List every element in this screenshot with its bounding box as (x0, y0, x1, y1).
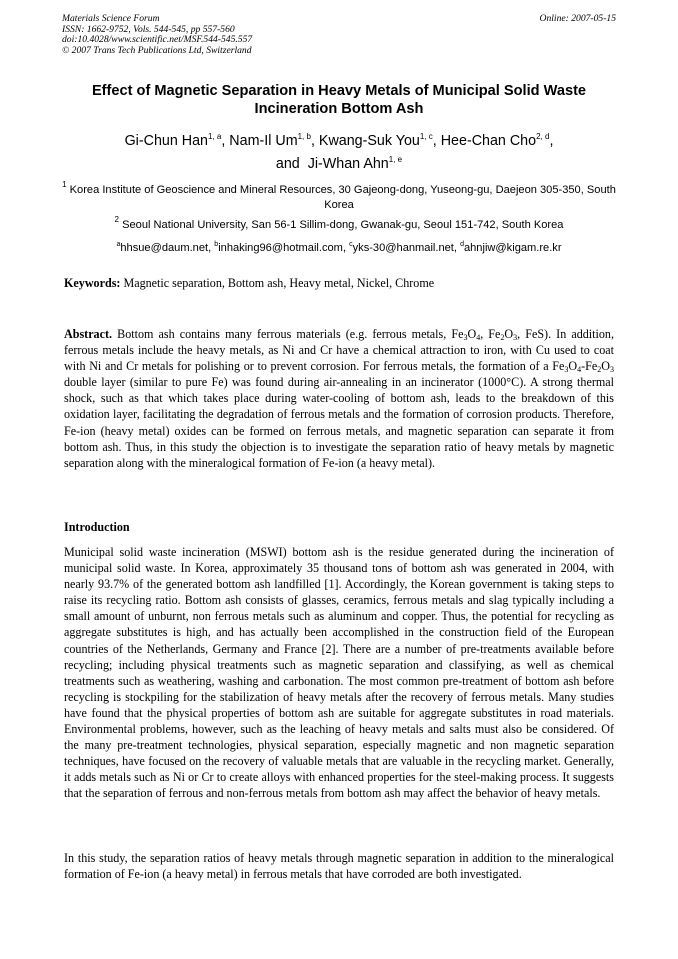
introduction-heading: Introduction (64, 520, 130, 534)
keywords-label: Keywords: (64, 276, 121, 290)
email-address[interactable]: yks-30@hanmail.net, (352, 242, 457, 254)
email-address[interactable]: inhaking96@hotmail.com, (218, 242, 346, 254)
online-date: Online: 2007-05-15 (539, 13, 616, 24)
formula-part: O (467, 327, 477, 341)
formula-subscript: 2 (597, 365, 602, 375)
abstract-label: Abstract. (64, 327, 113, 341)
formula-subscript: 4 (476, 333, 481, 342)
introduction-paragraph-2: In this study, the separation ratios of heavy metals through magnetic separation in addition to the mineralogical formation of Fe-ion (a heavy metal) in ferrous metals that have corroded are both investigated. (64, 851, 614, 882)
formula-subscript: 3 (513, 333, 518, 342)
abstract-text: double layer (similar to pure Fe) was found during air-annealing in an incinerator (1000°C). A strong thermal shock, such as that which takes place during water-cooling of bottom ash, leads to the breakdown of this oxidation layer, facilitating the degradation of ferrous metals and the formation of corrosion products. Therefore, Fe-ion (heavy metal) oxides can be formed on ferrous metals, and magnetic separation can separate it from bottom ash. Thus, in this study the objection is to investigate the separation ratio of heavy metals by magnetic separation along with the mineralogical formation of Fe-ion (a heavy metal). (64, 375, 614, 470)
author-line-2 (40, 153, 638, 176)
email-mark: c (349, 241, 353, 248)
affiliation-text: Korea Institute of Geoscience and Mineral Resources, 30 Gajeong-dong, Yuseong-gu, Daejeon 305-350, South Korea (69, 184, 616, 211)
author-line-1: Gi-Chun Han$^{1, a}$, Nam-Il Um$^{1, b}$, Kwang-Suk You$^{1, c}$, Hee-Chan Cho$^{2, d}$, (124, 132, 554, 149)
formula-subscript: 3 (610, 365, 614, 375)
email-mark: b (214, 241, 219, 248)
formula-part: O (601, 359, 610, 374)
author-name: Gi-Chun Han (124, 133, 208, 149)
affiliation-2 (62, 215, 616, 233)
author-name: Nam-Il Um (229, 133, 298, 149)
introduction-paragraph-1: Municipal solid waste incineration (MSWI) bottom ash is the residue generated during the incineration of municipal solid waste. In Korea, approximately 35 thousand tons of bottom ash was generated in 2004, with nearly 93.7% of the generated bottom ash landfilled [1]. Accordingly, the Korean government is taking steps to raise its recycling ratio. Bottom ash consists of glasses, ceramics, ferrous metals and slag typically including a small amount of unburnt, non ferrous metals such as aluminum and copper. Thus, the potential for recycling as aggregate substitutes is high, and has actually been accomplished in the construction field of the European countries of the Netherlands, Germany and France [2]. There are a number of pre-treatments available before recycling; including physical treatments such as magnetic separation and classifying, as well as chemical treatments such as weathering, washing and carbonation. The most common pre-treatment of bottom ash before recycling is stockpiling for the stabilization of heavy metals after the recovery of ferrous metals. Many studies have found that the physical properties of bottom ash are suitable for aggregate substitutes in road materials. Environmental problems, however, such as the leaching of heavy metals and salts must also be considered. Of the many pre-treatment technologies, physical separation, especially magnetic and non magnetic separation techniques, have focused on the recovery of valuable metals that are valuable in the recycling market. Generally, it adds metals such as Ni or Cr to create alloys with enhanced properties for the steel-making process. It suggests that the separation of ferrous and non-ferrous metals from bottom ash may affect the behavior of heavy metals. (64, 545, 614, 801)
page-header (62, 14, 616, 56)
author-name: Ji-Whan Ahn (307, 156, 389, 172)
email-address[interactable]: hhsue@daum.net, (120, 242, 212, 254)
abstract-text: , Fe (480, 327, 501, 341)
paper-title: Effect of Magnetic Separation in Heavy Metals of Municipal Solid Waste Incineration Bottom Ash (91, 83, 587, 117)
abstract-paragraph (64, 326, 614, 471)
keywords-text: Magnetic separation, Bottom ash, Heavy metal, Nickel, Chrome (123, 276, 435, 290)
author-list (40, 130, 638, 176)
author-conjunction: and (275, 156, 300, 172)
keywords-line (64, 276, 614, 291)
formula-subscript: 3 (564, 365, 569, 375)
formula-part: -Fe (581, 359, 598, 374)
formula-subscript: 2 (500, 333, 505, 342)
affiliation-mark: 1 (62, 180, 67, 189)
email-address[interactable]: ahnjiw@kigam.re.kr (463, 242, 562, 254)
affiliation-1 (62, 180, 616, 212)
formula-part: O (568, 359, 578, 374)
email-mark: a (116, 241, 121, 248)
affiliation-text: Seoul National University, San 56-1 Sillim-dong, Gwanak-gu, Seoul 151-742, South Korea (122, 219, 564, 231)
affiliation-mark: 2 (114, 215, 119, 224)
copyright-line: © 2007 Trans Tech Publications Ltd, Switzerland (62, 44, 252, 56)
email-list (62, 241, 616, 256)
formula-subscript: 3 (463, 333, 468, 342)
abstract-text: Bottom ash contains many ferrous materials (e.g. ferrous metals, Fe (117, 327, 464, 341)
author-affil-mark: 1, a (208, 132, 222, 141)
issn-line: ISSN: 1662-9752, Vols. 544-545, pp 557-560 (62, 23, 235, 35)
email-mark: d (460, 241, 464, 248)
author-name: Hee-Chan Cho (440, 133, 537, 149)
journal-name: Materials Science Forum (62, 13, 160, 24)
author-affil-mark: 2, d (536, 132, 550, 141)
formula-subscript: 4 (577, 365, 582, 375)
abstract-text: , FeS). In addition, ferrous metals include the heavy metals, as Ni and Cr have a chemical attraction to iron, with Cu used to coat with Ni and Cr metals for polishing or to prevent corrosion. For ferrous metals, the formation of a Fe (64, 327, 614, 374)
formula-part: O (504, 327, 514, 341)
doi-line: doi:10.4028/www.scientific.net/MSF.544-545.557 (62, 34, 253, 45)
author-affil-mark: 1, e (388, 155, 403, 164)
author-affil-mark: 1, b (297, 132, 311, 141)
author-affil-mark: 1, c (419, 132, 433, 141)
author-name: Kwang-Suk You (318, 133, 420, 149)
